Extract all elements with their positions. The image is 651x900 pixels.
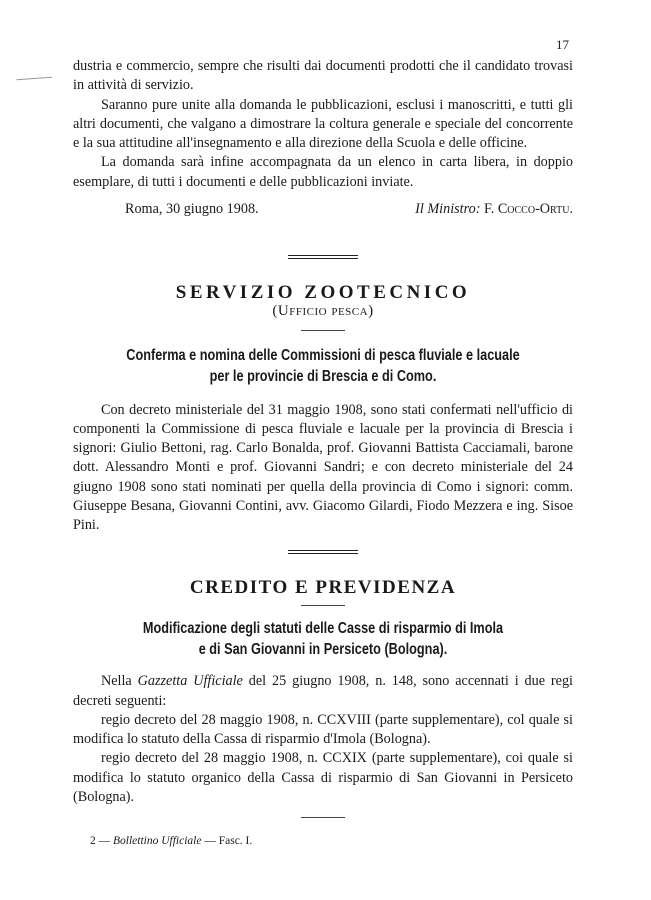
page-number: 17: [556, 37, 569, 52]
divider-short-rule: [301, 330, 345, 331]
section-title: CREDITO E PREVIDENZA: [189, 577, 457, 598]
intro-text-a: Nella: [101, 673, 138, 690]
section-credito-previdenza: [73, 550, 573, 818]
paragraph-continuation: dustria e commercio, sempre che risulti dai documenti prodotti che il candidato trovasi in attività di servizio.: [73, 58, 573, 94]
footer-signature-mark: [90, 835, 252, 847]
divider-end-rule: [301, 817, 345, 818]
paragraph-publications: Saranno pure unite alla domanda le pubblicazioni, esclusi i manoscritti, e tutti gli altri documenti, che valgano a dimostrare la coltura generale e speciale del concorrente e la sua attitudine all'insegnamento e alla direzione della Scuola e delle officine.: [73, 96, 573, 152]
decree-item-2: regio decreto del 28 maggio 1908, n. CCXIX (parte supplementare), coi quale si modifica lo statuto organico della Cassa di risparmio di San Giovanni in Persiceto (Bologna).: [73, 750, 573, 806]
top-text-block: [73, 57, 573, 219]
heading-line-1: Modificazione degli statuti delle Casse di risparmio di Imola: [142, 620, 504, 638]
footer-prefix: 2 —: [90, 835, 113, 847]
divider-double-rule: [288, 550, 358, 554]
heading-line-2: e di San Giovanni in Persiceto (Bologna).: [198, 641, 448, 659]
signature-role: Il Ministro:: [415, 201, 481, 218]
footer-bulletin-title: Bollettino Ufficiale: [113, 835, 202, 847]
date-place: Roma, 30 giugno 1908.: [125, 201, 259, 218]
section-subtitle: (Ufficio pesca): [272, 303, 374, 320]
paragraph-gazzetta: [73, 672, 573, 711]
margin-pencil-mark: [16, 69, 53, 80]
heading-line-2: per le provincie di Brescia e di Como.: [209, 367, 437, 385]
section-title: SERVIZIO ZOOTECNICO: [175, 282, 471, 303]
heading-line-1: Conferma e nomina delle Commissioni di pesca fluviale e lacuale: [126, 346, 520, 364]
dateline-signature: [73, 200, 573, 219]
paragraph-commissions: Con decreto ministeriale del 31 maggio 1908, sono stati confermati nell'ufficio di componenti la Commissione di pesca fluviale e lacuale per la provincia di Brescia i signori: Giulio Bettoni, rag. Carlo Bonalda, prof. Giovanni Battista Cacciamali, barone dott. Alessandro Monti e prof. Giovanni Sandri; e con decreto ministeriale del 24 giugno 1908 sono stati nominati per quella della provincia di Como i signori: comm. Giuseppe Besana, Giovanni Contini, avv. Giacomo Gilardi, Fiodo Mezzera e ing. Sisoe Pini.: [73, 401, 573, 534]
intro-text-b: del 25 giugno 1908, n. 148, sono accennati i due regi decreti seguenti:: [73, 673, 573, 709]
divider-short-rule: [301, 605, 345, 606]
footer-suffix: — Fasc. I.: [201, 835, 253, 847]
divider-double-rule: [288, 255, 358, 259]
signature: [415, 200, 573, 219]
intro-gazzetta-title: Gazzetta Ufficiale: [137, 673, 243, 690]
section-servizio-zootecnico: [73, 255, 573, 536]
paragraph-application-list: La domanda sarà infine accompagnata da un elenco in carta libera, in doppio esemplare, di tutti i documenti e delle pubblicazioni inviate.: [73, 154, 573, 190]
decree-item-1: regio decreto del 28 maggio 1908, n. CCXVIII (parte supplementare), col quale si modifica lo statuto della Cassa di risparmio d'Imola (Bologna).: [73, 711, 573, 748]
signature-name: F. Cocco-Ortu.: [483, 201, 573, 218]
